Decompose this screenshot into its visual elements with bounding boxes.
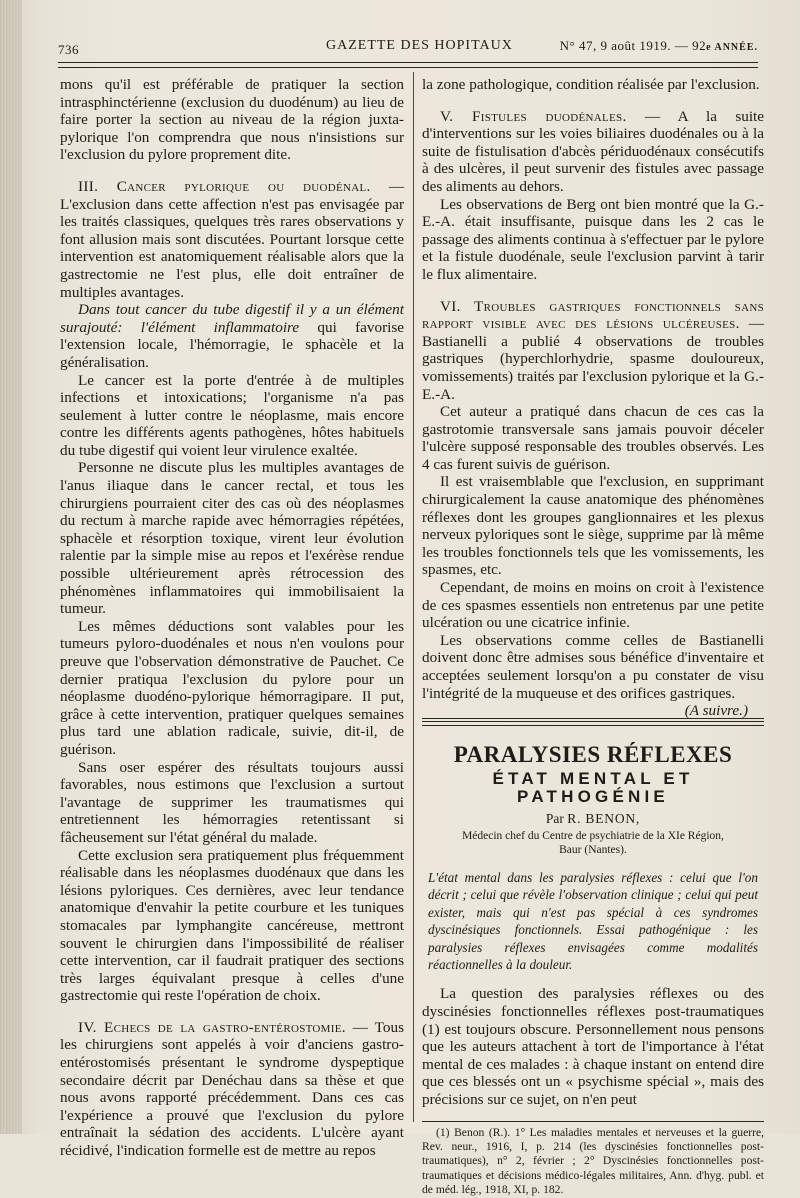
issue-year-suffix: e ANNÉE.	[706, 42, 758, 53]
section-vi	[422, 298, 764, 404]
left-column	[60, 76, 404, 1160]
section-iii	[60, 178, 404, 301]
paragraph-text: — Tous les chirurgiens sont appelés à voir d'anciens gastro-entérostomisés présentant le syndrome dyspeptique secondaire décrit par Denéchau dans sa thèse et que nous avons rapporté précédemment. Dans ces cas l'expérience a prouvé que l'exclusion du pylore entraînait la sédation des accidents. L'ulcère ayant récidivé, l'indication formelle est de mettre au repos	[60, 1018, 404, 1160]
paragraph: Sans oser espérer des résultats toujours aussi favorables, nous estimons que l'exclusion a surtout l'avantage de supprimer les traumatismes qui entretiennent les hémorragies retentissant si fâcheusement sur l'état général du malade.	[60, 758, 404, 846]
section-v	[422, 108, 764, 196]
section-heading: V. Fistules duodénales.	[440, 107, 627, 125]
paragraph: Cette exclusion sera pratiquement plus fréquemment réalisable dans les néoplasmes duodénaux que dans les lésions pyloriques. Ces dernières, avec leur tendance anatomique d'envahir la petite courbure et les tuniques stomacales par lymphangite cancéreuse, mettront souvent le chirurgien dans l'impossibilité de réaliser cette intervention, car il faudrait pratiquer des sections très larges équivalant presque à celles d'une gastrectomie qui reste l'opération de choix.	[60, 846, 404, 1005]
page-binding-edge	[0, 0, 22, 1134]
paragraph: mons qu'il est préférable de pratiquer la section intrasphinctérienne (exclusion du duodénum) au lieu de faire porter la section au niveau de la région juxta-pylorique l'on comprendra que nous n'insistions sur l'exclusion du pylore proprement dite.	[60, 76, 404, 164]
paragraph: Les observations de Berg ont bien montré que la G.-E.-A. était insuffisante, puisque dans les 2 cas le passage des aliments continua à s'effectuer par le pylore et la fistule duodénale, seule l'exclusion parvint à tarir le flux alimentaire.	[422, 195, 764, 283]
italic-text: Dans tout cancer du tube digestif il y a un élément surajouté: l'élément inflammatoire	[60, 301, 404, 336]
paragraph: Personne ne discute plus les multiples avantages de l'anus iliaque dans le cancer rectal, et tous les chirurgiens pourraient citer des cas où des néoplasmes du rectum à marche rapide avec hémorragies répétées, sphacèle et résorption toxique, virent leur évolution ralentie par la simple mise au repos et l'exérèse rendue possible ultérieurement après rétrocession des phénomènes inflammatoires qui immobilisaient la tumeur.	[60, 459, 404, 618]
paragraph-text: — Bastianelli a publié 4 observations de troubles gastriques (hyperchlorhydrie, spasme douloureux, vomissements) traités par l'exclusion pylorique et la G.-E.-A.	[422, 315, 764, 403]
paragraph: Cependant, de moins en moins on croit à l'existence de ces spasmes essentiels non entretenus par une petite ulcération ou une cicatrice infinie.	[422, 579, 764, 632]
author-affiliation	[422, 829, 764, 857]
paragraph: Il est vraisemblable que l'exclusion, en supprimant chirurgicalement la cause anatomique des phénomènes réflexes dont les groupes ganglionnaires et les plexus nerveux pyloriques sont le siège, supprime par là même les troubles fonctionnels tels que les vomissements, les spasmes, etc.	[422, 473, 764, 579]
paragraph: la zone pathologique, condition réalisée par l'exclusion.	[422, 76, 760, 93]
author-name: R. BENON,	[567, 811, 641, 827]
issue-date: N° 47, 9 août 1919. — 92	[559, 38, 707, 53]
article-separator-double-rule	[422, 721, 764, 726]
paragraph-text: qui favorise l'extension locale, l'hémorragie, le sphacèle et la généralisation.	[60, 318, 405, 371]
article-body-paragraph: La question des paralysies réflexes ou des dyscinésies fonctionnelles réflexes post-traumatiques (1) est toujours obscure. Personnellement nous pensons que les auteurs attachent à tort de l'importance à l'état mental de ces malades : à chaque instant on entend dire que ces blessés ont un « psychisme spécial », mais des précisions sur ce sujet, on n'en peut	[422, 985, 764, 1108]
right-column	[422, 76, 764, 1198]
to-be-continued: (A suivre.)	[684, 702, 748, 720]
author-prefix: Par	[545, 811, 568, 827]
affiliation-line: Baur (Nantes).	[559, 843, 627, 856]
affiliation-line: Médecin chef du Centre de psychiatrie de la XIe Région,	[462, 829, 724, 842]
journal-title: GAZETTE DES HOPITAUX	[326, 38, 513, 53]
section-heading: VI. Troubles gastriques fonctionnels sans rapport visible avec des lésions ulcéreuses.	[422, 297, 764, 333]
paragraph-text: Les observations comme celles de Bastianelli doivent donc être admises sous bénéfice d'inventaire et acceptées seulement lorsqu'on a pu constater de visu l'intégrité de la muqueuse et des orifices gastriques.	[422, 631, 764, 702]
footnote-rule	[422, 1121, 764, 1122]
abstract-text: L'état mental dans les paralysies réflexes : celui que l'on décrit ; celui que révèle l'observation clinique ; celui qui peut exister, mais qui n'est pas spécial à ces syndromes dyscinésiques fonctionnels. Essai pathogénique : les paralysies réflexes envisagées comme modalités réactionnelles à la douleur.	[428, 869, 758, 972]
paragraph-text: — L'exclusion dans cette affection n'est pas envisagée par les traités classiques, quelques très rares observations y font allusion mais sont discutées. Pourtant lorsque cette intervention est anatomiquement réalisable alors que la gastrectomie ne l'est plus, elle doit entraîner de multiples avantages.	[60, 177, 405, 301]
issue-info	[560, 38, 758, 54]
page-header	[58, 38, 758, 60]
header-rule	[58, 62, 758, 68]
footnote	[422, 1126, 764, 1198]
paragraph	[422, 631, 764, 720]
paragraph-text: — A la suite d'interventions sur les voies biliaires duodénales ou à la suite de fistulisation d'abcès périduodénaux consécutifs à des ulcères, il peut survenir des fistules avec passage des aliments au dehors.	[422, 107, 765, 195]
page-number: 736	[58, 42, 79, 57]
footnote-text: (1) Benon (R.). 1° Les maladies mentales et nerveuses et la guerre, Rev. neur., 1916, I, p. 214 (les dyscinésies fonctionnelles post-traumatiques), n° 2, février ; 2° Dyscinésies fonctionnelles post-traumatiques et décisions médico-légales militaires, Ann. d'hyg. publ. et de méd. lég., 1918, XI, p. 182.	[422, 1125, 764, 1197]
paragraph: Cet auteur a pratiqué dans chacun de ces cas la gastrotomie transversale sans jamais pouvoir déceler l'ulcère supposé responsable des troubles observés. Les 4 cas furent suivis de guérison.	[422, 403, 764, 473]
article-author	[422, 810, 764, 828]
section-heading: IV. Echecs de la gastro-entérostomie.	[78, 1018, 346, 1036]
article-title: PARALYSIES RÉFLEXES	[453, 742, 733, 768]
article-abstract	[422, 869, 764, 973]
paragraph	[60, 301, 404, 371]
article-subtitle: ÉTAT MENTAL ET PATHOGÉNIE	[492, 769, 694, 806]
paragraph: Les mêmes déductions sont valables pour les tumeurs pyloro-duodénales et nous n'en voulons pour preuve que l'observation démonstrative de Pauchet. Ce dernier pratiqua l'exclusion du pylore pour un néoplasme duodéno-pylorique hémorragipare. Il put, grâce à cette intervention, pratiquer quelques semaines plus tard une ablation radicale, suivie, dit-il, de guérison.	[60, 617, 404, 758]
paragraph: Le cancer est la porte d'entrée à de multiples infections et intoxications; l'organisme n'a pas seulement à lutter contre le néoplasme, mais encore contre les différents agents pathogènes, hôtes habituels du tube digestif qui voient leur virulence exaltée.	[60, 371, 404, 459]
column-divider	[413, 72, 414, 1122]
section-heading: III. Cancer pylorique ou duodénal.	[78, 177, 371, 195]
section-iv	[60, 1019, 404, 1160]
